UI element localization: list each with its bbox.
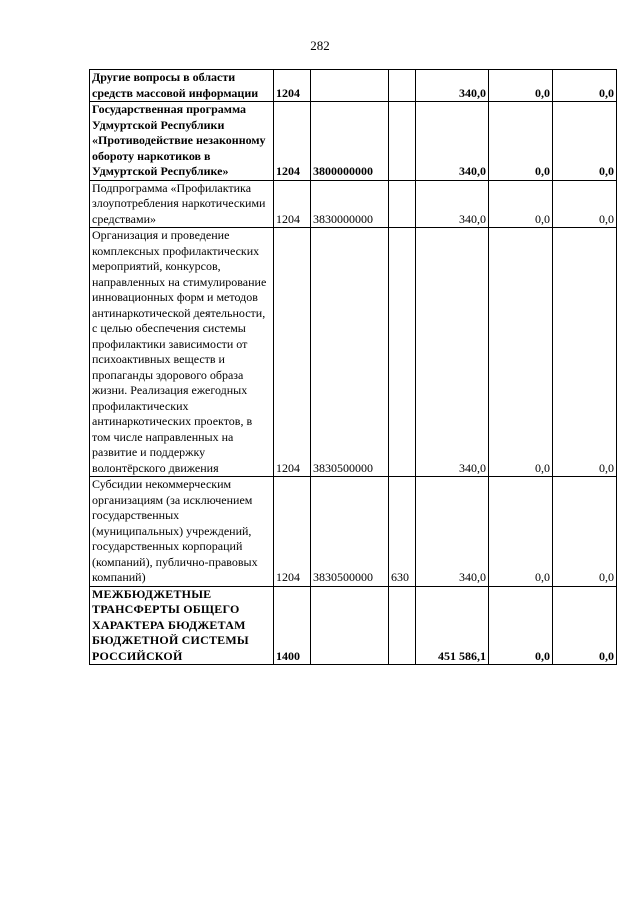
budget-table [89, 69, 617, 665]
target-article-code: 3830500000 [311, 477, 389, 587]
amount-2: 0,0 [489, 102, 553, 181]
amount-2: 0,0 [489, 70, 553, 102]
section-code: 1400 [274, 586, 311, 665]
row-name: Другие вопросы в области средств массовой информации [90, 70, 274, 102]
table-row [90, 70, 617, 102]
target-article-code: 3830000000 [311, 180, 389, 228]
section-code: 1204 [274, 180, 311, 228]
amount-3: 0,0 [553, 228, 617, 477]
amount-1: 451 586,1 [416, 586, 489, 665]
table-row [90, 228, 617, 477]
target-article-code: 3830500000 [311, 228, 389, 477]
expense-type-code [389, 586, 416, 665]
target-article-code: 3800000000 [311, 102, 389, 181]
table-row [90, 180, 617, 228]
expense-type-code [389, 102, 416, 181]
amount-1: 340,0 [416, 70, 489, 102]
expense-type-code [389, 180, 416, 228]
amount-1: 340,0 [416, 180, 489, 228]
expense-type-code [389, 70, 416, 102]
row-name: Подпрограмма «Профилактика злоупотребления наркотическими средствами» [90, 180, 274, 228]
amount-1: 340,0 [416, 477, 489, 587]
table-row [90, 477, 617, 587]
row-name: МЕЖБЮДЖЕТНЫЕ ТРАНСФЕРТЫ ОБЩЕГО ХАРАКТЕРА БЮДЖЕТАМ БЮДЖЕТНОЙ СИСТЕМЫ РОССИЙСКОЙ [90, 586, 274, 665]
amount-1: 340,0 [416, 228, 489, 477]
row-name: Субсидии некоммерческим организациям (за исключением государственных (муниципальных) учреждений, государственных корпораций (компаний), публично-правовых компаний) [90, 477, 274, 587]
row-name: Государственная программа Удмуртской Республики «Противодействие незаконному обороту наркотиков в Удмуртской Республике» [90, 102, 274, 181]
amount-1: 340,0 [416, 102, 489, 181]
row-name: Организация и проведение комплексных профилактических мероприятий, конкурсов, направленных на стимулирование инновационных форм и методов антинаркотической деятельности, с целью обеспечения системы профилактики зависимости от психоактивных веществ и пропаганды здорового образа жизни. Реализация ежегодных профилактических антинаркотических проектов, в том числе направленных на развитие и поддержку волонтёрского движения [90, 228, 274, 477]
amount-2: 0,0 [489, 477, 553, 587]
amount-2: 0,0 [489, 228, 553, 477]
amount-3: 0,0 [553, 477, 617, 587]
amount-2: 0,0 [489, 586, 553, 665]
section-code: 1204 [274, 228, 311, 477]
expense-type-code [389, 228, 416, 477]
amount-3: 0,0 [553, 586, 617, 665]
table-row [90, 102, 617, 181]
expense-type-code: 630 [389, 477, 416, 587]
amount-3: 0,0 [553, 180, 617, 228]
section-code: 1204 [274, 102, 311, 181]
section-code: 1204 [274, 477, 311, 587]
target-article-code [311, 586, 389, 665]
table-row [90, 586, 617, 665]
target-article-code [311, 70, 389, 102]
amount-3: 0,0 [553, 102, 617, 181]
amount-3: 0,0 [553, 70, 617, 102]
amount-2: 0,0 [489, 180, 553, 228]
page-number: 282 [310, 38, 330, 53]
section-code: 1204 [274, 70, 311, 102]
